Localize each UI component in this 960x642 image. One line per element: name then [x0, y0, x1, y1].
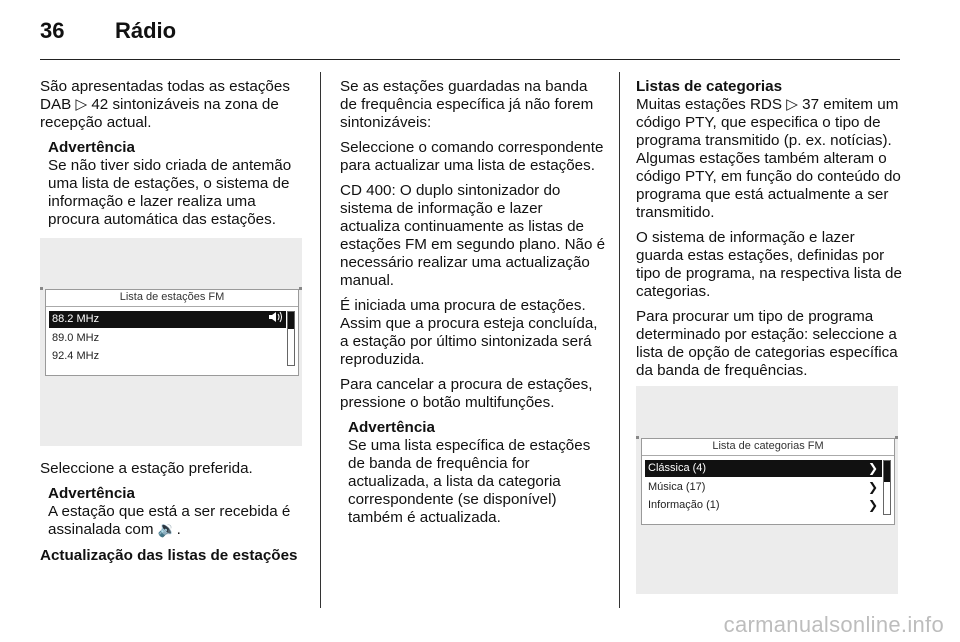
station-label: 89.0 MHz — [52, 332, 100, 344]
bezel-tick — [895, 436, 898, 439]
bezel-tick — [40, 287, 43, 290]
category-row-selected[interactable] — [645, 460, 882, 477]
column-3 — [636, 78, 904, 387]
section-heading: Actualização das listas de estações — [40, 547, 298, 564]
note-box — [48, 139, 306, 229]
speaker-icon — [268, 311, 282, 328]
station-label: 92.4 MHz — [52, 350, 100, 362]
paragraph: Para procurar um tipo de programa determinado por estação: seleccione a lista de opção de categorias específica da banda de frequências. — [636, 308, 898, 379]
chevron-right-icon: ❯ — [867, 480, 878, 494]
scroll-thumb[interactable] — [884, 461, 890, 482]
category-row[interactable] — [645, 497, 882, 514]
scrollbar[interactable] — [287, 311, 295, 366]
note-box — [48, 485, 306, 539]
station-row-selected[interactable] — [49, 311, 286, 328]
scrollbar[interactable] — [883, 460, 891, 515]
page-number: 36 — [40, 18, 65, 43]
chevron-right-icon: ❯ — [867, 461, 878, 475]
paragraph: É iniciada uma procura de estações. Assim que a procura esteja concluída, a estação por último sintonizada será reproduzida. — [340, 297, 598, 368]
category-label: Informação (1) — [648, 499, 720, 511]
bezel-tick — [299, 287, 302, 290]
note-text: Se uma lista específica de estações de banda de frequência for actualizada, a lista da categoria correspondente (se disponível) também é actualizada. — [348, 437, 591, 526]
header-rule — [40, 59, 900, 60]
fm-station-list-screen — [45, 289, 299, 376]
chevron-right-icon: ❯ — [867, 498, 878, 512]
chapter-title: Rádio — [115, 18, 177, 43]
section-heading: Listas de categorias — [636, 78, 783, 95]
divider — [46, 306, 298, 307]
station-row[interactable] — [49, 348, 286, 365]
screen-title: Lista de categorias FM — [712, 440, 824, 452]
column-divider — [619, 72, 620, 608]
column-1-lower — [40, 460, 306, 565]
page-header — [40, 18, 900, 58]
fm-screen-illustration — [40, 238, 302, 446]
bezel-tick — [636, 436, 639, 439]
note-text: A estação que está a ser recebida é assinalada com 🔉. — [48, 503, 291, 538]
category-screen-illustration — [636, 386, 898, 594]
screen-title: Lista de estações FM — [119, 291, 225, 303]
paragraph: Se as estações guardadas na banda de frequência específica já não forem sintonizáveis: — [340, 78, 594, 131]
divider — [642, 455, 894, 456]
paragraph: Seleccione a estação preferida. — [40, 460, 253, 477]
paragraph: Para cancelar a procura de estações, pressione o botão multifunções. — [340, 376, 593, 411]
category-label: Música (17) — [648, 481, 706, 493]
paragraph: São apresentadas todas as estações DAB ▷ 42 sintonizáveis na zona de recepção actual. — [40, 78, 290, 131]
category-row[interactable] — [645, 479, 882, 496]
paragraph: Seleccione o comando correspondente para actualizar uma lista de estações. — [340, 139, 604, 174]
station-label: 88.2 MHz — [52, 313, 100, 325]
paragraph: O sistema de informação e lazer guarda estas estações, definidas por tipo de programa, na respectiva lista de categorias. — [636, 229, 902, 300]
note-title: Advertência — [48, 485, 135, 502]
column-2 — [340, 78, 606, 535]
note-title: Advertência — [348, 419, 435, 436]
note-title: Advertência — [48, 139, 135, 156]
column-divider — [320, 72, 321, 608]
category-list-screen — [641, 438, 895, 525]
scroll-thumb[interactable] — [288, 312, 294, 329]
watermark: carmanualsonline.info — [723, 612, 944, 637]
paragraph: Muitas estações RDS ▷ 37 emitem um código PTY, que especifica o tipo de programa transmitido (p. ex. notícias). Algumas estações também alteram o código PTY, em função do conteúdo do programa que está actualmente a ser transmitido. — [636, 96, 901, 221]
category-label: Clássica (4) — [648, 462, 707, 474]
paragraph: CD 400: O duplo sintonizador do sistema de informação e lazer actualiza continuamente as listas de estações FM em segundo plano. Não é necessário realizar uma actualização manual. — [340, 182, 606, 289]
station-row[interactable] — [49, 330, 286, 347]
column-1 — [40, 78, 306, 237]
note-box — [348, 419, 606, 527]
note-text: Se não tiver sido criada de antemão uma lista de estações, o sistema de informação e lazer realiza uma procura automática das estações. — [48, 157, 292, 228]
